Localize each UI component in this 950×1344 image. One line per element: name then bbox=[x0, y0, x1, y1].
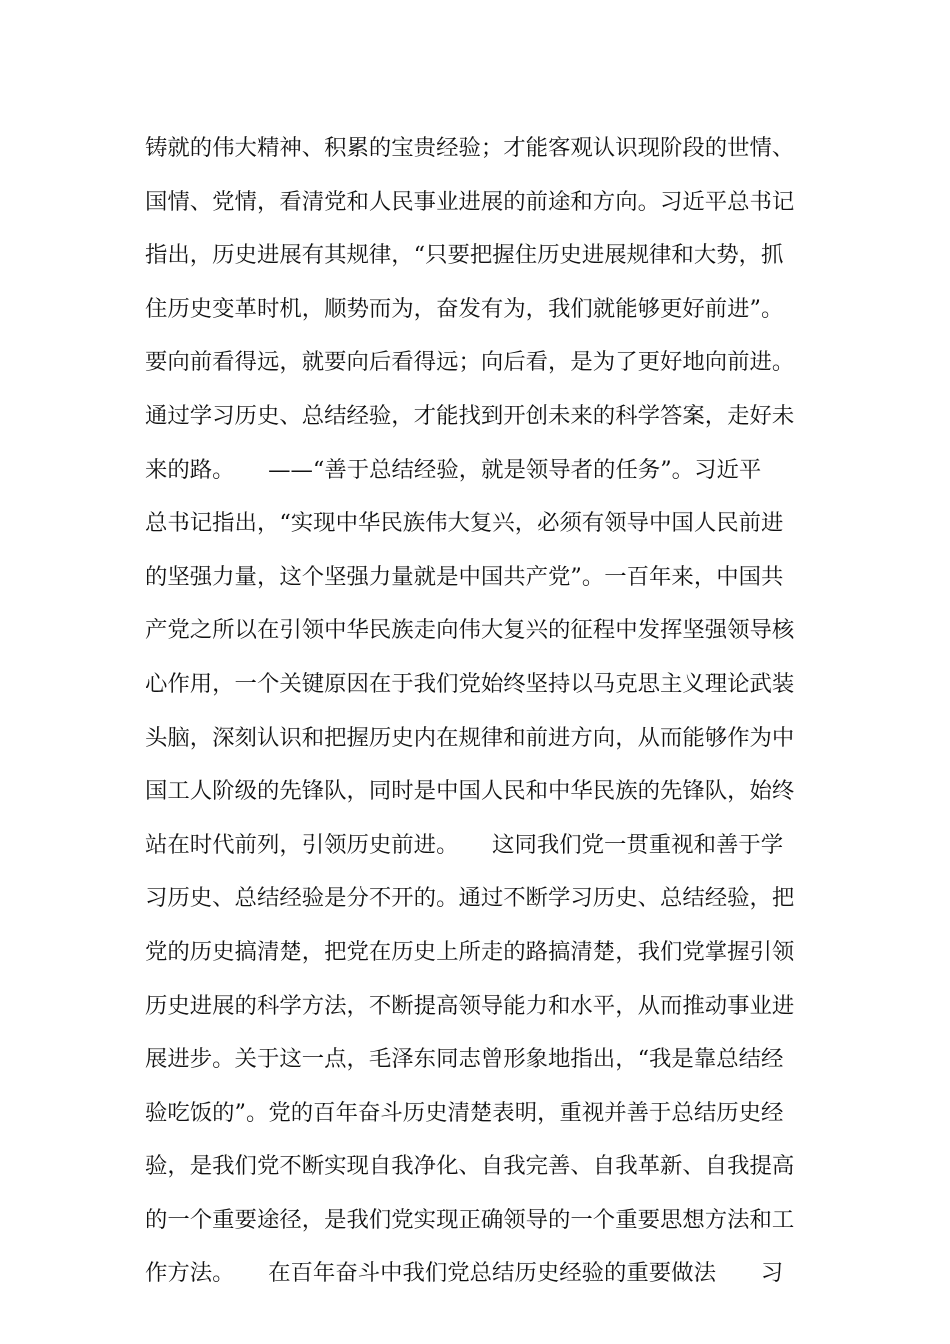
text-line: 通过学习历史、总结经验，才能找到开创未来的科学答案，走好未 bbox=[145, 402, 795, 429]
text-line: 验，是我们党不断实现自我净化、自我完善、自我革新、自我提高 bbox=[145, 1153, 795, 1180]
text-line: 来的路。 ——“善于总结经验，就是领导者的任务”。习近平 bbox=[145, 456, 762, 483]
text-line: 历史进展的科学方法，不断提高领导能力和水平，从而推动事业进 bbox=[145, 992, 795, 1019]
body-text bbox=[145, 122, 815, 1301]
text-line: 铸就的伟大精神、积累的宝贵经验；才能客观认识现阶段的世情、 bbox=[145, 135, 795, 161]
text-line: 党的历史搞清楚，把党在历史上所走的路搞清楚，我们党掌握引领 bbox=[145, 938, 795, 965]
text-line: 的坚强力量，这个坚强力量就是中国共产党”。一百年来，中国共 bbox=[145, 563, 784, 590]
text-line: 心作用，一个关键原因在于我们党始终坚持以马克思主义理论武装 bbox=[145, 670, 795, 697]
text-line: 国工人阶级的先锋队，同时是中国人民和中华民族的先锋队，始终 bbox=[145, 778, 795, 805]
text-line: 展进步。关于这一点，毛泽东同志曾形象地指出，“我是靠总结经 bbox=[145, 1046, 784, 1073]
text-line: 要向前看得远，就要向后看得远；向后看，是为了更好地向前进。 bbox=[145, 349, 795, 376]
text-line: 产党之所以在引领中华民族走向伟大复兴的征程中发挥坚强领导核 bbox=[145, 617, 795, 644]
text-line: 作方法。 在百年奋斗中我们党总结历史经验的重要做法 习 bbox=[145, 1260, 784, 1287]
text-line: 习历史、总结经验是分不开的。通过不断学习历史、总结经验，把 bbox=[145, 885, 795, 912]
text-line: 验吃饭的”。党的百年奋斗历史清楚表明，重视并善于总结历史经 bbox=[145, 1099, 784, 1126]
text-line: 头脑，深刻认识和把握历史内在规律和前进方向，从而能够作为中 bbox=[145, 724, 795, 751]
text-line: 的一个重要途径，是我们党实现正确领导的一个重要思想方法和工 bbox=[145, 1206, 795, 1233]
text-line: 站在时代前列，引领历史前进。 这同我们党一贯重视和善于学 bbox=[145, 831, 784, 858]
text-line: 住历史变革时机，顺势而为，奋发有为，我们就能够更好前进”。 bbox=[145, 295, 784, 322]
text-line: 指出，历史进展有其规律，“只要把握住历史进展规律和大势，抓 bbox=[145, 242, 784, 269]
text-line: 总书记指出，“实现中华民族伟大复兴，必须有领导中国人民前进 bbox=[145, 510, 784, 537]
text-line: 国情、党情，看清党和人民事业进展的前途和方向。习近平总书记 bbox=[145, 188, 795, 215]
